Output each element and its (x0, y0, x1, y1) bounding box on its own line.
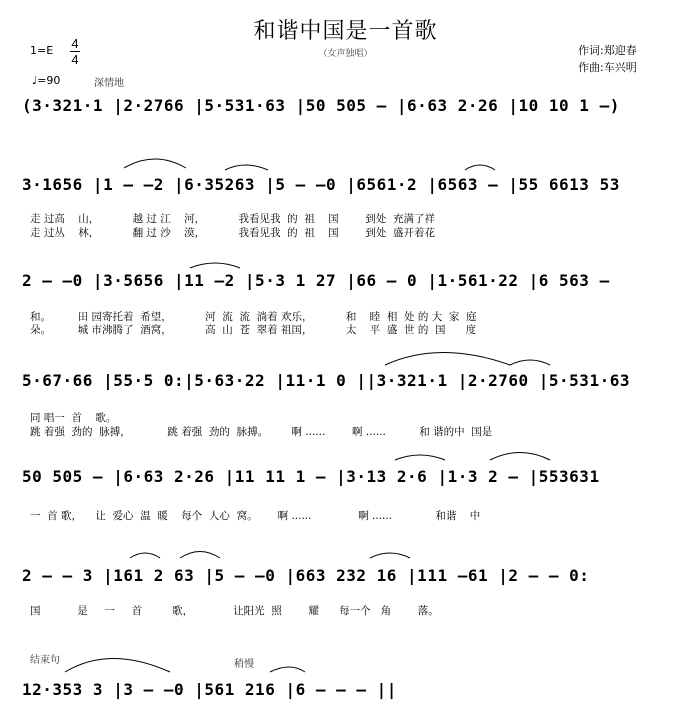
lyricist-credit: 作词:郑迎春 (578, 44, 637, 57)
lyrics-line-7: 一 首 歌， 让 爱心 温 暖 每个 人心 窝。 啊 ...... 啊 ...... 和谐 中 (30, 510, 481, 522)
slow-mark: 稍慢 (234, 659, 254, 670)
score-row-2: 3·1656 |1 — —2 |6·35263 |5 — —0 |6561·2 |6563 — |55 6613 53 (22, 175, 620, 194)
slur-3 (465, 165, 495, 170)
lyrics-line-1: 走 过高 山， 越 过 江 河， 我看见我 的 祖 国 到处 充满了祥 (30, 213, 436, 225)
song-title: 和谐中国是一首歌 (253, 19, 438, 44)
key-signature: 1=E (30, 44, 54, 57)
slur-11 (370, 553, 410, 558)
song-subtitle: （女声独唱） (318, 48, 373, 58)
expression-marking: 深情地 (94, 78, 124, 89)
slur-5 (385, 353, 510, 366)
score-row-6: 2 — — 3 |161 2 63 |5 — —0 |663 232 16 |111 —61 |2 — — 0: (22, 566, 590, 585)
slur-9 (130, 553, 160, 558)
slur-6 (510, 360, 550, 365)
score-row-3: 2 — —0 |3·5656 |11 —2 |5·3 1 27 |66 — 0 |1·561·22 |6 563 — (22, 271, 610, 290)
score-row-4: 5·67·66 |55·5 0:|5·63·22 |11·1 0 ||3·321·1 |2·2760 |5·531·63 (22, 371, 630, 390)
meter-top: 4 (71, 36, 79, 51)
slur-2 (225, 165, 268, 170)
slur-4 (190, 263, 240, 268)
lyrics-line-2: 走 过丛 林， 翻 过 沙 漠， 我看见我 的 祖 国 到处 盛开着花 (30, 227, 436, 239)
ending-phrase-mark: 结束句 (30, 655, 60, 666)
slur-7 (395, 455, 445, 460)
slur-10 (180, 552, 220, 559)
lyrics-line-4: 朵。 城 市沸腾了 酒窝， 高 山 苍 翠着 祖国， 太 平 盛 世 的 国 度 (30, 324, 477, 336)
composer-credit: 作曲:车兴明 (578, 61, 637, 74)
score-row-1: (3·321·1 |2·2766 |5·531·63 |50 505 — |6·63 2·26 |10 10 1 —) (22, 96, 620, 115)
time-signature (70, 37, 80, 66)
slur-8 (490, 453, 550, 461)
slur-1 (124, 159, 186, 168)
score-row-5: 50 505 — |6·63 2·26 |11 11 1 — |3·13 2·6 |1·3 2 — |553631 (22, 467, 600, 486)
slur-13 (270, 667, 305, 672)
lyrics-line-6: 跳 着强 劲的 脉搏， 跳 着强 劲的 脉搏。 啊 ...... 啊 ...... 和 谐的中 国是 (30, 426, 493, 438)
lyrics-line-3: 和。 田 园寄托着 希望， 河 流 流 淌着 欢乐， 和 睦 相 处 的 大 家 庭 (30, 311, 477, 323)
meter-bottom: 4 (71, 52, 79, 67)
lyrics-line-8: 国 是 一 首 歌， 让阳光 照 耀 每一个 角 落。 (30, 605, 439, 617)
score-row-7: 12·353 3 |3 — —0 |561 216 |6 — — — || (22, 680, 397, 699)
tempo-marking: ♩=90 (32, 74, 61, 87)
slur-12 (65, 659, 170, 673)
lyrics-line-5: 同 唱一 首 歌。 (30, 412, 117, 424)
